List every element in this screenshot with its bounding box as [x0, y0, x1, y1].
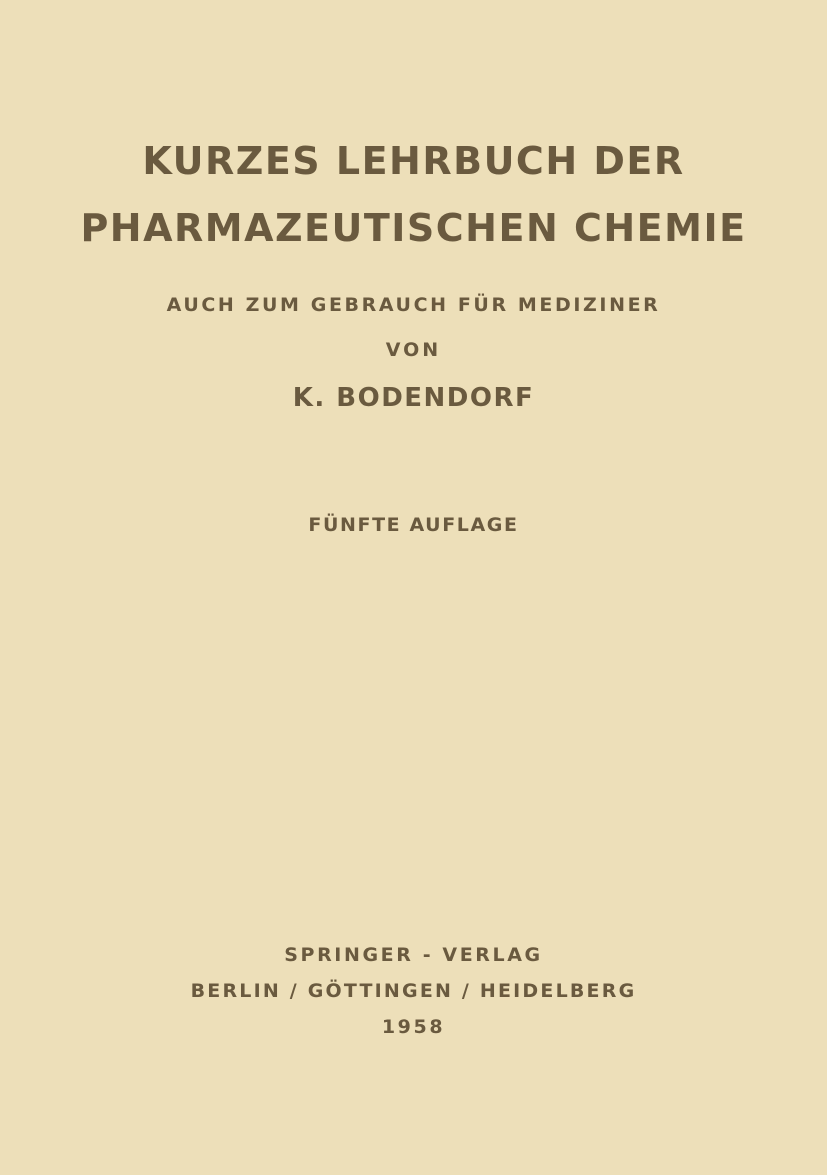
edition-label: FÜNFTE AUFLAGE [308, 514, 519, 536]
publication-year: 1958 [381, 1016, 446, 1038]
title-line-2: PHARMAZEUTISCHEN CHEMIE [80, 206, 747, 250]
publisher-places: BERLIN / GÖTTINGEN / HEIDELBERG [190, 980, 637, 1002]
author-name: K. BODENDORF [292, 383, 535, 413]
title-line-1: KURZES LEHRBUCH DER [142, 139, 685, 183]
subtitle: AUCH ZUM GEBRAUCH FÜR MEDIZINER [166, 294, 661, 316]
by-line: VON [385, 339, 442, 361]
publisher-name: SPRINGER - VERLAG [284, 944, 543, 966]
